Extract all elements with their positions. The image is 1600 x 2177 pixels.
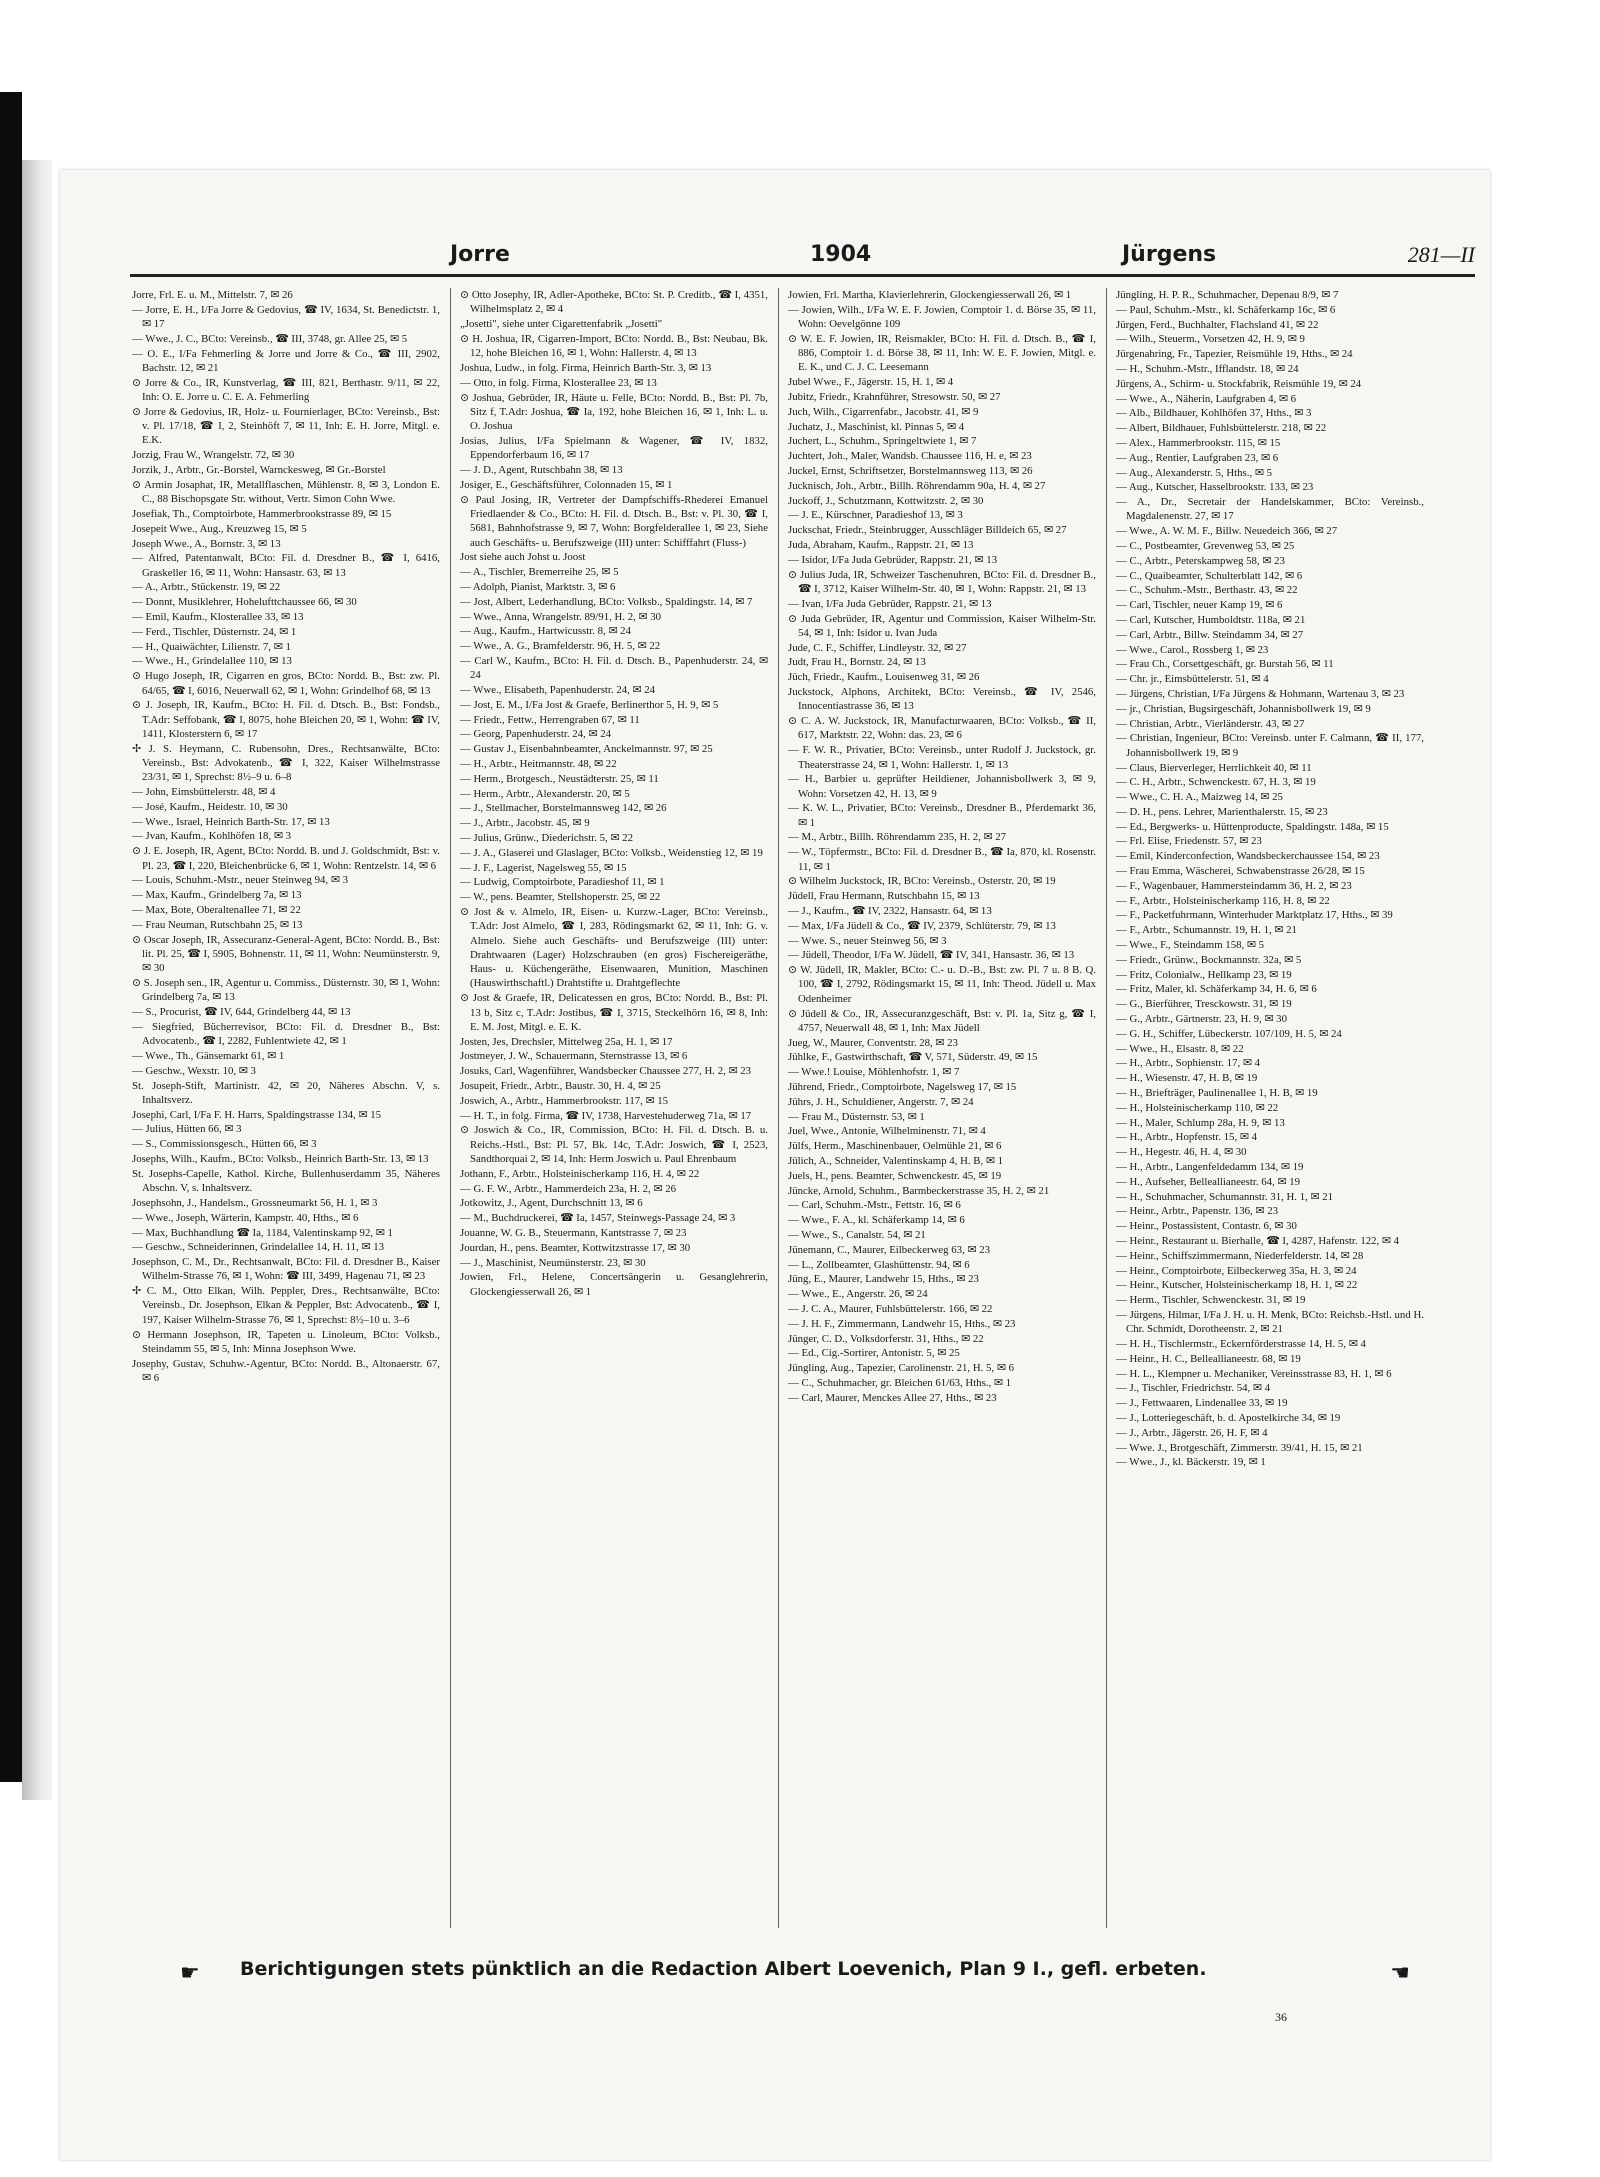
- directory-entry: — Wwe. S., neuer Steinweg 56, ✉ 3: [788, 934, 947, 947]
- footer-notice: [180, 1958, 1410, 1990]
- directory-entry: Josepeit Wwe., Aug., Kreuzweg 15, ✉ 5: [132, 522, 307, 535]
- directory-entry: — Heinr., Schiffszimmermann, Niederfelderstr. 14, ✉ 28: [1116, 1249, 1364, 1262]
- directory-entry: — C. H., Arbtr., Schwenckestr. 67, H. 3, ✉ 19: [1116, 776, 1316, 789]
- directory-entry: — H. T., in folg. Firma, ☎ IV, 1738, Harvestehuderweg 71a, ✉ 17: [460, 1109, 752, 1122]
- directory-entry: — Heinr., Restaurant u. Bierhalle, ☎ I, 4287, Hafenstr. 122, ✉ 4: [1116, 1235, 1400, 1247]
- directory-entry: — Alex., Hammerbrookstr. 115, ✉ 15: [1116, 436, 1281, 449]
- directory-entry: — G. H., Schiffer, Lübeckerstr. 107/109, H. 5, ✉ 24: [1116, 1027, 1342, 1040]
- directory-entry: Jostmeyer, J. W., Schauermann, Sternstrasse 13, ✉ 6: [460, 1050, 688, 1063]
- directory-entry: Josias, Julius, I/Fa Spielmann & Wagener, ☎ IV, 1832, Eppendorferbaum 16, ✉ 17: [460, 434, 768, 462]
- directory-entry: — H., Briefträger, Paulinenallee 1, H. B, ✉ 19: [1116, 1087, 1318, 1100]
- directory-entry: ⊙ H. Joshua, IR, Cigarren-Import, BCto: Nordd. B., Bst: Neubau, Bk. 12, hohe Bleichen 16, ✉ 1, Wohn: Hallerstr. 4, ✉ 13: [460, 332, 768, 360]
- directory-entry: ⊙ Juda Gebrüder, IR, Agentur und Commission, Kaiser Wilhelm-Str. 54, ✉ 1, Inh: Isidor u. Ivan Juda: [788, 612, 1096, 639]
- directory-entry: — Wwe., Carol., Rossberg 1, ✉ 23: [1116, 643, 1269, 656]
- directory-entry: — F., Arbtr., Schumannstr. 19, H. 1, ✉ 21: [1116, 924, 1297, 937]
- directory-entry: — Christian, Ingenieur, BCto: Vereinsb. unter F. Calmann, ☎ II, 177, Johannisbollwerk 19, ✉ 9: [1116, 732, 1424, 759]
- directory-entry: ⊙ J. Joseph, IR, Kaufm., BCto: H. Fil. d. Dtsch. B., Bst: Fondsb., T.Adr: Seffobank, ☎ I, 8075, hohe Bleichen 20, ✉ 1, Wohn: ☎ IV, 1411, Klosterstern 6, ✉ 17: [132, 699, 440, 740]
- directory-entry: — C., Postbeamter, Grevenweg 53, ✉ 25: [1116, 540, 1295, 553]
- directory-entry: — Julius, Grünw., Diederichstr. 5, ✉ 22: [460, 831, 633, 844]
- directory-entry: — J., Arbtr., Jacobstr. 45, ✉ 9: [460, 817, 590, 830]
- directory-entry: — Heinr., H. C., Belleallianeestr. 68, ✉ 19: [1116, 1352, 1301, 1365]
- directory-entry: — J. E., Kürschner, Paradieshof 13, ✉ 3: [788, 509, 963, 522]
- directory-entry: — D. H., pens. Lehrer, Marienthalerstr. 15, ✉ 23: [1116, 805, 1328, 818]
- directory-entry: — J., Kaufm., ☎ IV, 2322, Hansastr. 64, ✉ 13: [788, 904, 992, 917]
- directory-entry: ⊙ Hermann Josephson, IR, Tapeten u. Linoleum, BCto: Volksb., Steindamm 55, ✉ 5, Inh: Minna Josephson Wwe.: [132, 1328, 440, 1355]
- directory-entry: — Wwe., A. W. M. F., Billw. Neuedeich 366, ✉ 27: [1116, 525, 1338, 538]
- directory-entry: — J. D., Agent, Rutschbahn 38, ✉ 13: [460, 464, 623, 477]
- directory-entry: St. Joseph-Stift, Martinistr. 42, ✉ 20, Näheres Abschn. V, s. Inhaltsverz.: [132, 1079, 440, 1106]
- directory-entry: ⊙ Otto Josephy, IR, Adler-Apotheke, BCto: St. P. Creditb., ☎ I, 4351, Wilhelmsplatz 2, ✉ 4: [460, 289, 768, 316]
- directory-entry: — O. E., I/Fa Fehmerling & Jorre und Jorre & Co., ☎ III, 2902, Bachstr. 12, ✉ 21: [132, 347, 440, 374]
- directory-entry: Josephsohn, J., Handelsm., Grossneumarkt 56, H. 1, ✉ 3: [132, 1196, 378, 1209]
- directory-entry: — H., Schuhm.-Mstr., Ifflandstr. 18, ✉ 24: [1116, 362, 1299, 375]
- directory-entry: — Ed., Cig.-Sortirer, Antonistr. 5, ✉ 25: [788, 1347, 960, 1360]
- directory-entry: — H., Maler, Schlump 28a, H. 9, ✉ 13: [1116, 1116, 1285, 1129]
- directory-entry: — Wwe., J., kl. Bäckerstr. 19, ✉ 1: [1116, 1456, 1266, 1469]
- directory-entry: Jorzig, Frau W., Wrangelstr. 72, ✉ 30: [132, 449, 295, 462]
- directory-entry: Jüdell, Frau Hermann, Rutschbahn 15, ✉ 13: [788, 890, 980, 903]
- directory-entry: — G. F. W., Arbtr., Hammerdeich 23a, H. 2, ✉ 26: [460, 1182, 676, 1195]
- directory-entry: — Wwe., Joseph, Wärterin, Kampstr. 40, Hths., ✉ 6: [132, 1211, 359, 1224]
- directory-entry: — Ed., Bergwerks- u. Hüttenproducte, Spaldingstr. 148a, ✉ 15: [1116, 820, 1389, 833]
- scan-edge-shadow: [0, 92, 22, 1782]
- directory-entry: Juckstock, Alphons, Architekt, BCto: Vereinsb., ☎ IV, 2546, Innocentiastrasse 36, ✉ 13: [788, 686, 1096, 713]
- directory-entry: Jüncke, Arnold, Schuhm., Barmbeckerstrasse 35, H. 2, ✉ 21: [788, 1184, 1050, 1197]
- directory-entry: — H., Aufseher, Belleallianeestr. 64, ✉ 19: [1116, 1175, 1301, 1188]
- directory-entry: — Emil, Kinderconfection, Wandsbeckerchaussee 154, ✉ 23: [1116, 850, 1380, 863]
- directory-entry: Jürgenahring, Fr., Tapezier, Reismühle 19, Hths., ✉ 24: [1116, 348, 1353, 361]
- directory-entry: Josephi, Carl, I/Fa F. H. Harrs, Spaldingstrasse 134, ✉ 15: [132, 1108, 381, 1121]
- directory-entry: — C., Schuhm.-Mstr., Berthastr. 43, ✉ 22: [1116, 584, 1298, 597]
- directory-entry: Jüngling, H. P. R., Schuhmacher, Depenau 8/9, ✉ 7: [1116, 289, 1339, 301]
- directory-entry: — Wwe., Th., Gänsemarkt 61, ✉ 1: [132, 1049, 285, 1062]
- directory-entry: Jülich, A., Schneider, Valentinskamp 4, H. B, ✉ 1: [788, 1155, 1004, 1168]
- directory-entry: — C., Schuhmacher, gr. Bleichen 61/63, Hths., ✉ 1: [788, 1376, 1012, 1389]
- directory-entry: — Wwe., F., Steindamm 158, ✉ 5: [1116, 939, 1265, 952]
- directory-entry: Josephy, Gustav, Schuhw.-Agentur, BCto: Nordd. B., Altonaerstr. 67, ✉ 6: [132, 1357, 440, 1384]
- directory-entry: ⊙ S. Joseph sen., IR, Agentur u. Commiss., Düsternstr. 30, ✉ 1, Wohn: Grindelberg 7a, ✉ 13: [132, 976, 440, 1004]
- book-spine: [22, 160, 52, 1800]
- directory-entry: — Carl, Kutscher, Humboldtstr. 118a, ✉ 21: [1116, 614, 1306, 627]
- directory-entry: — J., Arbtr., Jägerstr. 26, H. F, ✉ 4: [1116, 1426, 1268, 1439]
- column-1: [132, 288, 440, 1948]
- column-divider: [1106, 288, 1107, 1928]
- directory-entry: ⊙ Jost & v. Almelo, IR, Eisen- u. Kurzw.-Lager, BCto: Vereinsb., T.Adr: Jost Almelo, ☎ I, 283, Rödingsmarkt 62, ✉ 11, Inh: G. v. Almelo. Siehe auch Geschäfts- und Berufszweige (III) unter: Drahtwaaren (Lager) Holzschrauben (en gros) Fischereigeräthe, Haus- u. Küchengeräthe, Eisenwaaren, Munition, Maschinen (Hauswirthschaftl.) Drahtstifte u. Drahtgeflechte: [460, 905, 768, 990]
- directory-entry: ⊙ J. E. Joseph, IR, Agent, BCto: Nordd. B. und J. Goldschmidt, Bst: v. Pl. 23, ☎ I, 220, Bleichenbrücke 6, ✉ 1, Wohn: Rentzelstr. 14, ✉ 6: [132, 845, 440, 872]
- directory-entry: — Aug., Alexanderstr. 5, Hths., ✉ 5: [1116, 466, 1272, 479]
- directory-entry: — Wwe., Elisabeth, Papenhuderstr. 24, ✉ 24: [460, 684, 656, 697]
- directory-entry: — S., Commissionsgesch., Hütten 66, ✉ 3: [132, 1138, 317, 1151]
- directory-entry: — Friedr., Fettw., Herrengraben 67, ✉ 11: [460, 713, 640, 726]
- directory-entry: — Carl W., Kaufm., BCto: H. Fil. d. Dtsch. B., Papenhuderstr. 24, ✉ 24: [460, 654, 768, 682]
- column-4: [1116, 288, 1424, 1948]
- directory-entry: Jünemann, C., Maurer, Eilbeckerweg 63, ✉ 23: [788, 1243, 991, 1256]
- directory-entry: — H., Hegestr. 46, H. 4, ✉ 30: [1116, 1146, 1247, 1159]
- directory-entry: — W., pens. Beamter, Stellshoperstr. 25, ✉ 22: [460, 891, 661, 904]
- directory-entry: — Georg, Papenhuderstr. 24, ✉ 24: [460, 728, 611, 741]
- directory-entry: — H., Wiesenstr. 47, H. B, ✉ 19: [1116, 1072, 1258, 1085]
- directory-entry: — W., Töpfermstr., BCto: Fil. d. Dresdner B., ☎ Ia, 870, kl. Rosenstr. 11, ✉ 1: [788, 846, 1096, 873]
- directory-entry: — Wwe., F. A., kl. Schäferkamp 14, ✉ 6: [788, 1214, 965, 1227]
- directory-entry: — Julius, Hütten 66, ✉ 3: [132, 1123, 242, 1136]
- directory-entry: Jührs, J. H., Schuldiener, Angerstr. 7, ✉ 24: [788, 1095, 974, 1108]
- directory-entry: ⊙ Joswich & Co., IR, Commission, BCto: H. Fil. d. Dtsch. B. u. Reichs.-Hstl., Bst: Pl. 57, Bk. 14c, T.Adr: Joswich, ☎ I, 2523, Sandthorquai 2, ✉ 14, Inh: Herm Joswich u. Paul Ehrenbaum: [460, 1124, 768, 1166]
- directory-entry: — Ivan, I/Fa Juda Gebrüder, Rappstr. 21, ✉ 13: [788, 597, 992, 610]
- directory-entry: — Frau Ch., Corsettgeschäft, gr. Burstah 56, ✉ 11: [1116, 658, 1334, 671]
- directory-entry: Juchtert, Joh., Maler, Wandsb. Chaussee 116, H. e, ✉ 23: [788, 450, 1032, 463]
- directory-entry: ⊙ Armin Josaphat, IR, Metallflaschen, Mühlenstr. 8, ✉ 3, London E. C., 88 Bischopsgate Str. without, Vertr. Simon Cohn Wwe.: [132, 478, 440, 506]
- directory-entry: — M., Arbtr., Billh. Röhrendamm 235, H. 2, ✉ 27: [788, 831, 1007, 844]
- directory-entry: Jouanne, W. G. B., Steuermann, Kantstrasse 7, ✉ 23: [460, 1227, 687, 1239]
- directory-entry: Joswich, A., Arbtr., Hammerbrookstr. 117, ✉ 15: [460, 1094, 669, 1107]
- directory-entry: — C., Arbtr., Peterskampweg 58, ✉ 23: [1116, 554, 1285, 567]
- directory-entry: Juckel, Ernst, Schriftsetzer, Borstelmannsweg 113, ✉ 26: [788, 465, 1033, 478]
- directory-entry: Josefiak, Th., Comptoirbote, Hammerbrookstrasse 89, ✉ 15: [132, 507, 392, 520]
- directory-entry: — Max, Buchhandlung ☎ Ia, 1184, Valentinskamp 92, ✉ 1: [132, 1226, 393, 1239]
- directory-entry: Josuks, Carl, Wagenführer, Wandsbecker Chaussee 277, H. 2, ✉ 23: [460, 1065, 752, 1078]
- directory-entry: — Wwe., C. H. A., Maizweg 14, ✉ 25: [1116, 791, 1283, 804]
- directory-entry: — Aug., Kutscher, Hasselbrookstr. 133, ✉ 23: [1116, 481, 1314, 494]
- directory-entry: — Heinr., Postassistent, Contastr. 6, ✉ 30: [1116, 1220, 1297, 1233]
- header-page-number: 281—II: [1407, 242, 1475, 267]
- pointing-hand-icon: ☚: [1390, 1960, 1410, 1985]
- directory-entry: — Gustav J., Eisenbahnbeamter, Anckelmannstr. 97, ✉ 25: [460, 743, 713, 756]
- directory-entry: — Aug., Rentier, Laufgraben 23, ✉ 6: [1116, 451, 1279, 464]
- directory-entry: Josephson, C. M., Dr., Rechtsanwalt, BCto: Fil. d. Dresdner B., Kaiser Wilhelm-Strasse 76, ✉ 1, Wohn: ☎ III, 3499, Hagenau 71, ✉ 23: [132, 1256, 440, 1283]
- directory-entry: — Ludwig, Comptoirbote, Paradieshof 11, ✉ 1: [460, 876, 665, 889]
- directory-entry: — Jorre, E. H., I/Fa Jorre & Gedovius, ☎ IV, 1634, St. Benedictstr. 1, ✉ 17: [132, 303, 440, 331]
- directory-entry: Jühlke, F., Gastwirthschaft, ☎ V, 571, Süderstr. 49, ✉ 15: [788, 1051, 1038, 1064]
- directory-entry: „Josetti", siehe unter Cigarettenfabrik „Josetti": [460, 318, 663, 331]
- directory-entry: — Herm., Brotgesch., Neustädterstr. 25, ✉ 11: [460, 772, 659, 785]
- directory-entry: Jueg, W., Maurer, Conventstr. 28, ✉ 23: [788, 1036, 958, 1049]
- directory-entry: Josten, Jes, Drechsler, Mittelweg 25a, H. 1, ✉ 17: [460, 1035, 673, 1048]
- directory-entry: — M., Buchdruckerei, ☎ Ia, 1457, Steinwegs-Passage 24, ✉ 3: [460, 1212, 736, 1225]
- directory-entry: — Geschw., Schneiderinnen, Grindelallee 14, H. 11, ✉ 13: [132, 1241, 385, 1254]
- directory-entry: — Carl, Tischler, neuer Kamp 19, ✉ 6: [1116, 599, 1283, 612]
- header-last-entry: Jürgens: [1122, 242, 1217, 267]
- directory-entry: — Jvan, Kaufm., Kohlhöfen 18, ✉ 3: [132, 830, 291, 843]
- header-year: 1904: [810, 242, 872, 267]
- directory-entry: — H. L., Klempner u. Mechaniker, Vereinsstrasse 83, H. 1, ✉ 6: [1116, 1367, 1392, 1380]
- directory-entry: — jr., Christian, Bugsirgeschäft, Johannisbollwerk 19, ✉ 9: [1116, 702, 1371, 715]
- directory-entry: — K. W. L., Privatier, BCto: Vereinsb., Dresdner B., Pferdemarkt 36, ✉ 1: [788, 802, 1096, 829]
- footer-text: Berichtigungen stets pünktlich an die Redaction Albert Loevenich, Plan 9 I., gefl. erbeten.: [240, 1958, 1207, 1980]
- directory-entry: Jude, C. F., Schiffer, Lindleystr. 32, ✉ 27: [788, 641, 967, 654]
- directory-entry: Jürgen, Ferd., Buchhalter, Flachsland 41, ✉ 22: [1116, 318, 1319, 331]
- directory-entry: Josephs, Wilh., Kaufm., BCto: Volksb., Heinrich Barth-Str. 13, ✉ 13: [132, 1153, 429, 1166]
- directory-entry: ⊙ C. A. W. Juckstock, IR, Manufacturwaaren, BCto: Volksb., ☎ II, 617, Marktstr. 22, Wohn: das. 23, ✉ 6: [788, 715, 1096, 742]
- directory-entry: Judt, Frau H., Bornstr. 24, ✉ 13: [788, 656, 926, 669]
- directory-entry: ⊙ Joshua, Gebrüder, IR, Häute u. Felle, BCto: Nordd. B., Bst: Pl. 7b, Sitz f, T.Adr: Joshua, ☎ Ia, 192, hohe Bleichen 16, ✉ 1, Inh: L. u. O. Joshua: [460, 391, 768, 433]
- directory-entry: — H., Holsteinischerkamp 110, ✉ 22: [1116, 1101, 1279, 1114]
- directory-entry: — Max, Bote, Oberaltenallee 71, ✉ 22: [132, 903, 301, 916]
- directory-entry: — Donnt, Musiklehrer, Hohelufttchaussee 66, ✉ 30: [132, 596, 357, 609]
- page-header: [130, 242, 1475, 272]
- directory-entry: ⊙ Jost & Graefe, IR, Delicatessen en gros, BCto: Nordd. B., Bst: Pl. 13 b, Sitz c, T.Adr: Jostibus, ☎ I, 3715, Steckelhörn 16, ✉ 8, Inh: E. M. Jost, Mitgl. e. E. K.: [460, 992, 768, 1033]
- directory-entry: — H. H., Tischlermstr., Eckernförderstrasse 14, H. 5, ✉ 4: [1116, 1338, 1366, 1351]
- directory-entry: Jorzik, J., Arbtr., Gr.-Borstel, Warnckesweg, ✉ Gr.-Borstel: [132, 464, 386, 477]
- directory-entry: Jothann, F., Arbtr., Holsteinischerkamp 116, H. 4, ✉ 22: [460, 1167, 700, 1180]
- directory-entry: — F. W. R., Privatier, BCto: Vereinsb., unter Rudolf J. Juckstock, gr. Theaterstrasse 24, ✉ 1, Wohn: Hallerstr. 1, ✉ 13: [788, 744, 1096, 771]
- directory-entry: — J., Tischler, Friedrichstr. 54, ✉ 4: [1116, 1382, 1271, 1395]
- directory-entry: — Jowien, Wilh., I/Fa W. E. F. Jowien, Comptoir 1. d. Börse 35, ✉ 11, Wohn: Oevelgönne 109: [788, 303, 1096, 331]
- directory-entry: — G., Arbtr., Gärtnerstr. 23, H. 9, ✉ 30: [1116, 1013, 1287, 1026]
- directory-entry: Jotkowitz, J., Agent, Durchschnitt 13, ✉ 6: [460, 1197, 643, 1210]
- directory-entry: — Claus, Bierverleger, Herrlichkeit 40, ✉ 11: [1116, 761, 1312, 774]
- directory-entry: Juda, Abraham, Kaufm., Rappstr. 21, ✉ 13: [788, 539, 974, 552]
- directory-entry: — Jürgens, Hilmar, I/Fa J. H. u. H. Menk, BCto: Reichsb.-Hstl. und H. Chr. Schmidt, Dorotheenstr. 2, ✉ 21: [1116, 1308, 1424, 1336]
- directory-entry: — Albert, Bildhauer, Fuhlsbüttelerstr. 218, ✉ 22: [1116, 422, 1327, 435]
- directory-entry: — Frl. Elise, Friedenstr. 57, ✉ 23: [1116, 835, 1262, 848]
- directory-entry: — Chr. jr., Eimsbüttelerstr. 51, ✉ 4: [1116, 673, 1269, 686]
- directory-entry: Jührend, Friedr., Comptoirbote, Nagelsweg 17, ✉ 15: [788, 1081, 1017, 1094]
- directory-entry: Juch, Wilh., Cigarrenfabr., Jacobstr. 41, ✉ 9: [788, 405, 979, 418]
- directory-entry: Juckoff, J., Schutzmann, Kottwitzstr. 2, ✉ 30: [788, 494, 984, 507]
- directory-entry: — Aug., Kaufm., Hartwicusstr. 8, ✉ 24: [460, 625, 631, 638]
- directory-entry: — Geschw., Wexstr. 10, ✉ 3: [132, 1064, 256, 1077]
- directory-entry: ⊙ W. E. F. Jowien, IR, Reismakler, BCto: H. Fil. d. Dtsch. B., ☎ I, 886, Comptoir 1. d. Börse 38, ✉ 11, Inh: W. E. F. Jowien, Mitgl. e. E. K., und C. J. C. Leesemann: [788, 332, 1096, 374]
- directory-entry: — Wwe., A., Näherin, Laufgraben 4, ✉ 6: [1116, 392, 1297, 405]
- column-2: [460, 288, 768, 1948]
- directory-entry: Josupeit, Friedr., Arbtr., Baustr. 30, H. 4, ✉ 25: [460, 1080, 661, 1093]
- directory-entry: — Friedr., Grünw., Bockmannstr. 32a, ✉ 5: [1116, 953, 1302, 966]
- directory-entry: — Isidor, I/Fa Juda Gebrüder, Rappstr. 21, ✉ 13: [788, 553, 998, 566]
- directory-entry: ✢ J. S. Heymann, C. Rubensohn, Dres., Rechtsanwälte, BCto: Vereinsb., Bst: Advokatenb., ☎ I, 322, Kaiser Wilhelmstrasse 23/31, ✉ 1, Sprechst: 8½–9 u. 6–8: [132, 742, 440, 784]
- directory-entry: Joshua, Ludw., in folg. Firma, Heinrich Barth-Str. 3, ✉ 13: [460, 361, 712, 374]
- directory-entry: — Max, I/Fa Jüdell & Co., ☎ IV, 2379, Schlüterstr. 79, ✉ 13: [788, 919, 1056, 932]
- header-first-entry: Jorre: [450, 242, 510, 267]
- directory-entry: ⊙ Oscar Joseph, IR, Assecuranz-General-Agent, BCto: Nordd. B., Bst: lit. Pl. 25, ☎ I, 5905, Bohnenstr. 11, ✉ 11, Wohn: Neumünsterstr. 9, ✉ 30: [132, 933, 440, 975]
- directory-entry: Juels, H., pens. Beamter, Schwenckestr. 45, ✉ 19: [788, 1169, 1002, 1182]
- directory-entry: — Max, Kaufm., Grindelberg 7a, ✉ 13: [132, 889, 302, 902]
- directory-entry: ⊙ Jorre & Gedovius, IR, Holz- u. Fournierlager, BCto: Vereinsb., Bst: v. Pl. 17/18, ☎ I, 2, Steinhöft 7, ✉ 11, Inh: E. H. Jorre, Mitgl. e. E.K.: [132, 405, 440, 447]
- pointing-hand-icon: ☛: [180, 1960, 200, 1985]
- directory-entry: ⊙ Wilhelm Juckstock, IR, BCto: Vereinsb., Osterstr. 20, ✉ 19: [788, 875, 1056, 888]
- directory-entry: — Wwe., Anna, Wrangelstr. 89/91, H. 2, ✉ 30: [460, 610, 662, 623]
- directory-entry: — A., Dr., Secretair der Handelskammer, BCto: Vereinsb., Magdalenenstr. 27, ✉ 17: [1116, 496, 1424, 523]
- directory-entry: — Fritz, Maler, kl. Schäferkamp 34, H. 6, ✉ 6: [1116, 983, 1317, 996]
- directory-entry: Joseph Wwe., A., Bornstr. 3, ✉ 13: [132, 537, 281, 550]
- directory-entry: — Wwe., Israel, Heinrich Barth-Str. 17, ✉ 13: [132, 815, 330, 828]
- column-divider: [450, 288, 451, 1928]
- directory-entry: ⊙ Paul Josing, IR, Vertreter der Dampfschiffs-Rhederei Emanuel Friedlaender & Co., BCto: H. Fil. d. Dtsch. B., Bst: v. Pl. 30, ☎ I, 5681, Bahnhofstrasse 9, ✉ 7, Wohn: Borgfelderallee 1, ✉ 23, Siehe auch Geschäfts- u. Berufszweige (III) unter: Schifffahrt (Fluss-): [460, 493, 768, 549]
- directory-entry: — H., Arbtr., Heitmannstr. 48, ✉ 22: [460, 758, 617, 770]
- directory-entry: — J., Maschinist, Neumünsterstr. 23, ✉ 30: [460, 1256, 646, 1269]
- page-number: 36: [1275, 2010, 1287, 2024]
- directory-entry: — Heinr., Kutscher, Holsteinischerkamp 18, H. 1, ✉ 22: [1116, 1279, 1358, 1292]
- directory-entry: ⊙ Hugo Joseph, IR, Cigarren en gros, BCto: Nordd. B., Bst: zw. Pl. 64/65, ☎ I, 6016, Neuerwall 62, ✉ 1, Wohn: Grindelhof 68, ✉ 13: [132, 670, 440, 697]
- directory-entry: — G., Bierführer, Tresckowstr. 31, ✉ 19: [1116, 998, 1292, 1011]
- directory-entry: — J. H. F., Zimmermann, Landwehr 15, Hths., ✉ 23: [788, 1317, 1016, 1330]
- directory-entry: — John, Eimsbüttelerstr. 48, ✉ 4: [132, 786, 276, 799]
- directory-page: [60, 170, 1490, 2160]
- directory-entry: Juckschat, Friedr., Steinbrugger, Ausschläger Billdeich 65, ✉ 27: [788, 524, 1067, 537]
- directory-entry: — Frau M., Düsternstr. 53, ✉ 1: [788, 1110, 925, 1123]
- directory-entry: — H., Arbtr., Sophienstr. 17, ✉ 4: [1116, 1057, 1261, 1070]
- directory-entry: Jowien, Frl. Martha, Klavierlehrerin, Glockengiesserwall 26, ✉ 1: [788, 289, 1072, 301]
- directory-entry: — Carl, Arbtr., Billw. Steindamm 34, ✉ 27: [1116, 628, 1304, 641]
- directory-entry: — Wwe., H., Grindelallee 110, ✉ 13: [132, 655, 292, 668]
- directory-entry: — F., Arbtr., Holsteinischerkamp 116, H. 8, ✉ 22: [1116, 894, 1330, 907]
- directory-entry: — J., Lotteriegeschäft, b. d. Apostelkirche 34, ✉ 19: [1116, 1412, 1341, 1425]
- directory-entry: ⊙ Jüdell & Co., IR, Assecuranzgeschäft, Bst: v. Pl. 1a, Sitz g, ☎ I, 4757, Neuerwall 48, ✉ 1, Inh: Max Jüdell: [788, 1007, 1096, 1034]
- directory-entry: Jubitz, Friedr., Krahnführer, Stresowstr. 50, ✉ 27: [788, 391, 1001, 404]
- directory-entry: — Frau Emma, Wäscherei, Schwabenstrasse 26/28, ✉ 15: [1116, 865, 1365, 878]
- directory-entry: — Frau Neuman, Rutschbahn 25, ✉ 13: [132, 918, 303, 931]
- directory-entry: — Ferd., Tischler, Düsternstr. 24, ✉ 1: [132, 625, 297, 638]
- directory-entry: — J. F., Lagerist, Nagelsweg 55, ✉ 15: [460, 861, 627, 874]
- directory-entry: — Christian, Arbtr., Vierländerstr. 43, ✉ 27: [1116, 717, 1305, 730]
- directory-entry: — J., Stellmacher, Borstelmannsweg 142, ✉ 26: [460, 802, 667, 815]
- directory-entry: — Emil, Kaufm., Klosterallee 33, ✉ 13: [132, 611, 304, 624]
- directory-entry: St. Josephs-Capelle, Kathol. Kirche, Bullenhuserdamm 35, Näheres Abschn. V, s. Inhaltsverz.: [132, 1167, 440, 1195]
- directory-entry: — Jost, Albert, Lederhandlung, BCto: Volksb., Spaldingstr. 14, ✉ 7: [460, 595, 753, 608]
- directory-entry: — Jürgens, Christian, I/Fa Jürgens & Hohmann, Wartenau 3, ✉ 23: [1116, 688, 1405, 701]
- directory-entry: — H., Quaiwächter, Lilienstr. 7, ✉ 1: [132, 640, 291, 653]
- directory-entry: — S., Procurist, ☎ IV, 644, Grindelberg 44, ✉ 13: [132, 1006, 351, 1019]
- directory-entry: — A., Tischler, Bremerreihe 25, ✉ 5: [460, 566, 619, 579]
- directory-entry: — H., Schuhmacher, Schumannstr. 31, H. 1, ✉ 21: [1116, 1190, 1334, 1203]
- directory-entry: Jourdan, H., pens. Beamter, Kottwitzstrasse 17, ✉ 30: [460, 1241, 691, 1254]
- directory-entry: Jowien, Frl., Helene, Concertsängerin u. Gesanglehrerin, Glockengiesserwall 26, ✉ 1: [460, 1271, 768, 1298]
- directory-entry: — Wwe., H., Elsastr. 8, ✉ 22: [1116, 1042, 1244, 1055]
- directory-entry: — Adolph, Pianist, Marktstr. 3, ✉ 6: [460, 580, 616, 593]
- directory-entry: Jucknisch, Joh., Arbtr., Billh. Röhrendamm 90a, H. 4, ✉ 27: [788, 479, 1046, 492]
- directory-entry: — L., Zollbeamter, Glashüttenstr. 94, ✉ 6: [788, 1258, 970, 1271]
- directory-entry: — Siegfried, Bücherrevisor, BCto: Fil. d. Dresdner B., Bst: Advocatenb., ☎ I, 2282, Fuhlentwiete 42, ✉ 1: [132, 1020, 440, 1048]
- directory-entry: — Wilh., Steuerm., Vorsetzen 42, H. 9, ✉ 9: [1116, 333, 1305, 346]
- directory-entry: Juchert, L., Schuhm., Springeltwiete 1, ✉ 7: [788, 435, 977, 448]
- directory-entry: — Paul, Schuhm.-Mstr., kl. Schäferkamp 16c, ✉ 6: [1116, 303, 1336, 316]
- directory-entry: — H., Arbtr., Hopfenstr. 15, ✉ 4: [1116, 1131, 1258, 1144]
- directory-entry: — Wwe., S., Canalstr. 54, ✉ 21: [788, 1229, 926, 1241]
- directory-entry: — José, Kaufm., Heidestr. 10, ✉ 30: [132, 800, 288, 813]
- directory-entry: Juchatz, J., Maschinist, kl. Pinnas 5, ✉ 4: [788, 420, 965, 433]
- directory-entry: ⊙ Julius Juda, IR, Schweizer Taschenuhren, BCto: Fil. d. Dresdner B., ☎ I, 3712, Kaiser Wilhelm-Str. 40, ✉ 1, Wohn: Rappstr. 21, ✉ 13: [788, 568, 1096, 595]
- directory-entry: — F., Wagenbauer, Hammersteindamm 36, H. 2, ✉ 23: [1116, 879, 1352, 892]
- directory-entry: Jüch, Friedr., Kaufm., Louisenweg 31, ✉ 26: [788, 671, 980, 684]
- directory-entry: Jüngling, Aug., Tapezier, Carolinenstr. 21, H. 5, ✉ 6: [788, 1362, 1014, 1375]
- directory-entry: — Heinr., Comptoirbote, Eilbeckerweg 35a, H. 3, ✉ 24: [1116, 1264, 1357, 1277]
- directory-entry: — Jost, E. M., I/Fa Jost & Graefe, Berlinerthor 5, H. 9, ✉ 5: [460, 698, 719, 711]
- directory-entry: — A., Arbtr., Stückenstr. 19, ✉ 22: [132, 581, 281, 594]
- directory-entry: — Wwe., J. C., BCto: Vereinsb., ☎ III, 3748, gr. Allee 25, ✉ 5: [132, 332, 408, 345]
- directory-entry: — Heinr., Arbtr., Papenstr. 136, ✉ 23: [1116, 1205, 1278, 1218]
- directory-entry: — Louis, Schuhm.-Mstr., neuer Steinweg 94, ✉ 3: [132, 874, 348, 887]
- directory-entry: ⊙ W. Jüdell, IR, Makler, BCto: C.- u. D.-B., Bst: zw. Pl. 7 u. 8 B. Q. 100, ☎ I, 2792, Rödingsmarkt 15, ✉ 11, Inh: Theod. Jüdell u. Max Odenheimer: [788, 964, 1096, 1005]
- directory-entry: — J. C. A., Maurer, Fuhlsbüttelerstr. 166, ✉ 22: [788, 1302, 993, 1315]
- directory-entry: — Alb., Bildhauer, Kohlhöfen 37, Hths., ✉ 3: [1116, 407, 1312, 420]
- directory-entry: ✢ C. M., Otto Elkan, Wilh. Peppler, Dres., Rechtsanwälte, BCto: Vereinsb., Dr. Josephson, Elkan & Peppler, Bst: Advocatenb., ☎ I, 197, Kaiser Wilhelm-Strasse 76, ✉ 1, Sprechst: 8½–10 u. 3–6: [132, 1285, 440, 1326]
- directory-entry: — Carl, Maurer, Menckes Allee 27, Hths., ✉ 23: [788, 1391, 997, 1404]
- directory-entry: — Wwe., A. G., Bramfelderstr. 96, H. 5, ✉ 22: [460, 640, 661, 653]
- directory-entry: — C., Quaibeamter, Schulterblatt 142, ✉ 6: [1116, 569, 1303, 582]
- directory-entry: — Carl, Schuhm.-Mstr., Fettstr. 16, ✉ 6: [788, 1199, 961, 1212]
- column-divider: [778, 288, 779, 1928]
- directory-entry: — H., Arbtr., Langenfeldedamm 134, ✉ 19: [1116, 1161, 1304, 1174]
- directory-entry: — Herm., Tischler, Schwenckestr. 31, ✉ 19: [1116, 1294, 1306, 1307]
- directory-entry: Jünger, C. D., Volksdorferstr. 31, Hths., ✉ 22: [788, 1332, 984, 1345]
- directory-entry: Jorre, Frl. E. u. M., Mittelstr. 7, ✉ 26: [132, 289, 293, 301]
- directory-entry: — J., Fettwaaren, Lindenallee 33, ✉ 19: [1116, 1397, 1288, 1410]
- directory-entry: ⊙ Jorre & Co., IR, Kunstverlag, ☎ III, 821, Berthastr. 9/11, ✉ 22, Inh: O. E. Jorre u. C. E. A. Fehmerling: [132, 376, 440, 404]
- directory-entry: Jüng, E., Maurer, Landwehr 15, Hths., ✉ 23: [788, 1273, 979, 1286]
- directory-entry: Jost siehe auch Johst u. Joost: [460, 551, 586, 564]
- directory-entry: — J. A., Glaserei und Glaslager, BCto: Volksb., Weidenstieg 12, ✉ 19: [460, 846, 763, 859]
- directory-entry: — H., Barbier u. geprüfter Heildiener, Johannisbollwerk 3, ✉ 9, Wohn: Vorsetzen 42, H. 13, ✉ 9: [788, 773, 1096, 800]
- directory-entry: — Jüdell, Theodor, I/Fa W. Jüdell, ☎ IV, 341, Hansastr. 36, ✉ 13: [788, 949, 1075, 962]
- directory-entry: — Otto, in folg. Firma, Klosterallee 23, ✉ 13: [460, 376, 657, 389]
- directory-entry: Josiger, E., Geschäftsführer, Colonnaden 15, ✉ 1: [460, 478, 673, 491]
- directory-entry: — Fritz, Colonialw., Hellkamp 23, ✉ 19: [1116, 968, 1292, 981]
- directory-entry: Jubel Wwe., F., Jägerstr. 15, H. 1, ✉ 4: [788, 376, 954, 389]
- header-rule: [130, 274, 1475, 277]
- directory-entry: Jürgens, A., Schirm- u. Stockfabrik, Reismühle 19, ✉ 24: [1116, 377, 1362, 390]
- directory-entry: — F., Packetfuhrmann, Winterhuder Marktplatz 17, Hths., ✉ 39: [1116, 909, 1393, 922]
- directory-entry: — Wwe., E., Angerstr. 26, ✉ 24: [788, 1288, 928, 1301]
- directory-entry: — Wwe.! Louise, Möhlenhofstr. 1, ✉ 7: [788, 1066, 960, 1079]
- directory-entry: — Wwe. J., Brotgeschäft, Zimmerstr. 39/41, H. 15, ✉ 21: [1116, 1441, 1363, 1454]
- directory-entry: — Alfred, Patentanwalt, BCto: Fil. d. Dresdner B., ☎ I, 6416, Graskeller 16, ✉ 11, Wohn: Hansastr. 63, ✉ 13: [132, 552, 440, 579]
- directory-entry: Jülfs, Herm., Maschinenbauer, Oelmühle 21, ✉ 6: [788, 1140, 1002, 1153]
- column-3: [788, 288, 1096, 1948]
- directory-entry: — Herm., Arbtr., Alexanderstr. 20, ✉ 5: [460, 787, 630, 800]
- directory-entry: Juel, Wwe., Antonie, Wilhelminenstr. 71, ✉ 4: [788, 1125, 986, 1138]
